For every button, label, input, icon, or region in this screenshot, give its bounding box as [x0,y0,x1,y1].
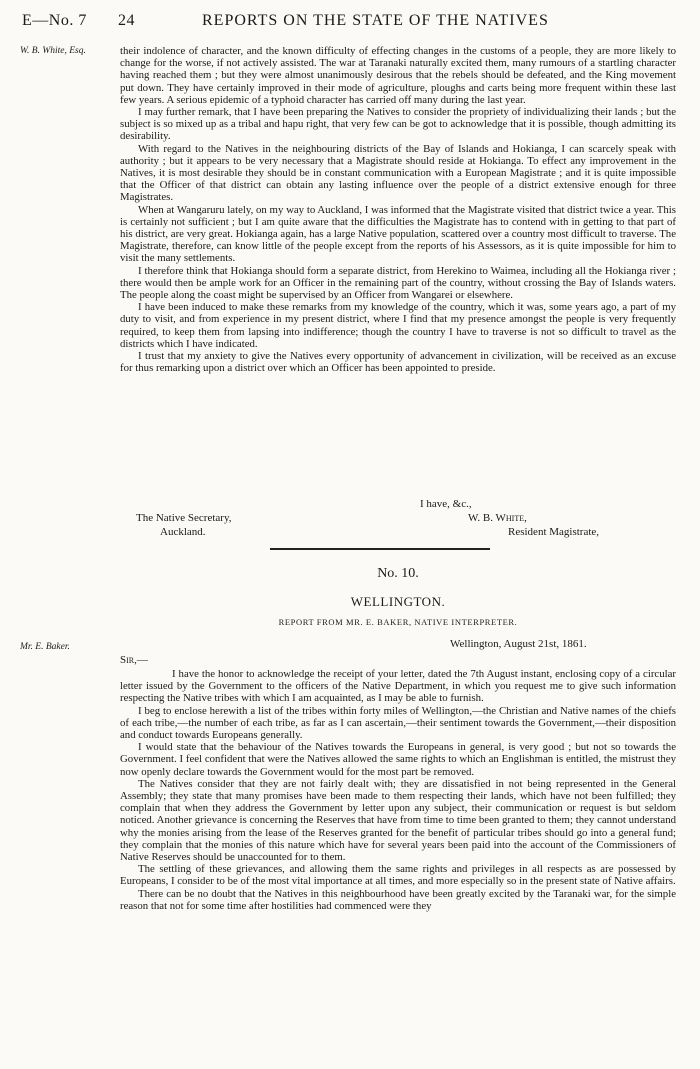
signature-role: Resident Magistrate, [508,526,600,538]
paragraph: With regard to the Natives in the neighbouring districts of the Bay of Islands and Hokianga, I can scarcely speak with authority ; but it appears to be very necessary that a Magistrate should reside at Hokianga. To effect any improvement in the Natives, it is most desirable they should be in constant communication with a European Magistrate ; and it is quite impossible that the Officer of that district can obtain any lasting influence over the people of a district extensive enough for three Magistrates. [120,142,676,204]
page-header [22,6,680,36]
header-page-number: 24 [118,12,135,29]
dateline: Wellington, August 21st, 1861. [450,638,587,650]
header-document-number: E—No. 7 [22,12,87,29]
paragraph: I have the honor to acknowledge the receipt of your letter, dated the 7th August instant, enclosing copy of a circular letter issued by the Government to the officers of the Native Department, in which you request me to give such information respecting the Native tribes with which I am acquainted, as I may be able to furnish. [120,668,676,705]
section-place: WELLINGTON. [350,594,446,609]
paragraph: I have been induced to make these remarks from my knowledge of the country, which it was, some years ago, a part of my duty to visit, and from experience in my present district, where I find that my presence amongst the people is very frequently required, to keep them from lapsing into indifference; though the country I have to traverse is not so difficult to travel as the districts which I have indicated. [120,301,676,350]
addressee-line-2: Auckland. [160,526,206,538]
closing: I have, &c., [420,498,472,510]
section-subtitle: REPORT FROM MR. E. BAKER, NATIVE INTERPRETER. [278,617,518,627]
paragraph: When at Wangaruru lately, on my way to Auckland, I was informed that the Magistrate visited that district twice a year. This is certainly not sufficient ; but I am quite aware that the difficulties the Magistrate has to contend with in getting to that part of his district, are very great. Hokianga again, has a large Native population, scattered over a country most difficult to traverse. The Magistrate, therefore, can know little of the people except from the reports of his Assessors, as it is quite impossible for him to visit the many settlements. [120,203,676,265]
paragraph: The settling of these grievances, and allowing them the same rights and privileges in all respects as are possessed by Europeans, I consider to be of the most vital importance at all times, and more especially so in the present state of Native affairs. [120,863,676,888]
header-title: REPORTS ON THE STATE OF THE NATIVES [202,12,549,29]
margin-note-baker: Mr. E. Baker. [20,642,70,652]
paragraph: their indolence of character, and the known difficulty of effecting changes in the customs of a people, they are more likely to change for the worse, if not actively assisted. The war at Taranaki naturally excited them, many rumours of a startling character having reached them ; but they were almost unanimously desirous that the rebels should be defeated, and the King movement put down. They have certainly improved in their mode of agriculture, ploughs and carts being more frequent within these last few years. A serious epidemic of a typhoid character has carried off many during the last year. [120,45,676,106]
section-number: No. 10. [377,566,419,581]
body-part-two [120,668,676,912]
paragraph: I trust that my anxiety to give the Natives every opportunity of advancement in civilization, will be received as an excuse for thus remarking upon a district over which an Officer has been appointed to preside. [120,350,676,375]
paragraph: I therefore think that Hokianga should form a separate district, from Herekino to Waimea, including all the Hokianga river ; there would then be ample work for an Officer in the remaining part of the country, without crossing the Bay of Islands waters. The people along the coast might be supervised by an Officer from Wangarei or elsewhere. [120,264,676,302]
margin-note-white: W. B. White, Esq. [20,46,86,56]
paragraph: I may further remark, that I have been preparing the Natives to consider the propriety of individualizing their lands ; but the subject is so mixed up as a tribal and hapu right, that very few can be got to acknowledge that it is possible, though admitting its desirability. [120,106,676,143]
addressee-line-1: The Native Secretary, [136,512,232,524]
salutation: Sir,— [120,654,148,666]
signature-name: W. B. White, [468,512,527,524]
paragraph: There can be no doubt that the Natives in this neighbourhood have been greatly excited by the Taranaki war, for the simple reason that not for some time after hostilities had commenced were they [120,887,676,912]
paragraph: I beg to enclose herewith a list of the tribes within forty miles of Wellington,—the Christian and Native names of the chiefs of each tribe,—the number of each tribe, as far as I can ascertain,—their sentiment towards the Government,—their disposition and conduct towards Europeans generally. [120,704,676,742]
paragraph: I would state that the behaviour of the Natives towards the Europeans in general, is very good ; but not so towards the Government. I feel confident that were the Natives allowed the same rights to which an Englishman is entitled, the mistrust they now openly declare towards the Government would for the most part be removed. [120,741,676,778]
section-divider [270,548,490,550]
paragraph: The Natives consider that they are not fairly dealt with; they are dissatisfied in not being represented in the General Assembly; they state that many promises have been made to them respecting their lands, which have not been fulfilled; they complain that when they address the Government by letter upon any subject, their communication or request is but seldom noticed. Another grievance is concerning the Reserves that have from time to time been granted to them; they cannot understand why the monies arising from the lease of the Reserves granted for the benefit of particular tribes should go into a general fund; they complain that the monies of this nature which have for several years been paid into the account of the Commissioners of Native Reserves should be unaccounted for to them. [120,777,676,864]
body-part-one [120,45,676,374]
